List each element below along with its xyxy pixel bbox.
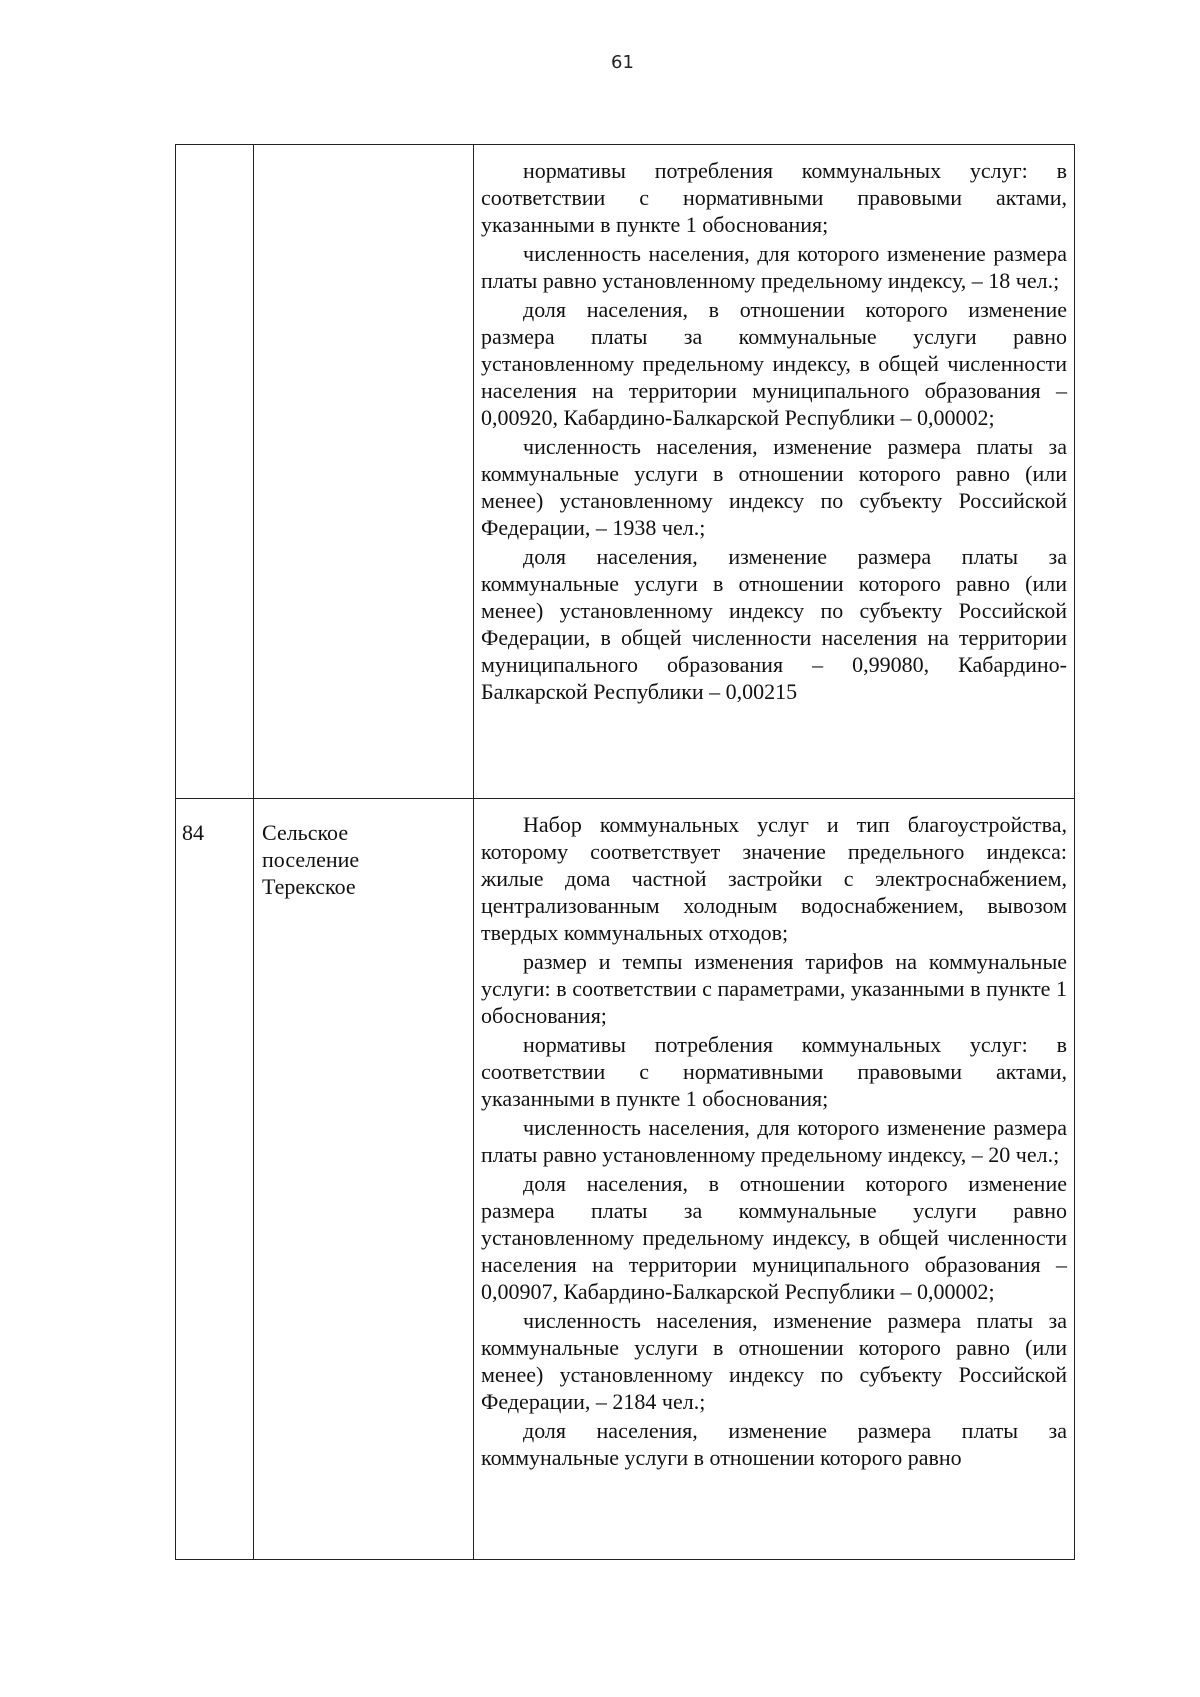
paragraph: доля населения, изменение размера платы за коммунальные услуги в отношении которого равно (или менее) установленному индексу по субъекту Российской Федерации, в общей численности населения на территории муниципального образования – 0,99080, Кабардино-Балкарской Республики – 0,00215 [481, 544, 1067, 704]
row-number-cell: 84 [176, 799, 254, 1560]
municipality-name-line: поселение [262, 847, 360, 872]
paragraph: численность населения, изменение размера платы за коммунальные услуги в отношении которого равно (или менее) установленному индексу по субъекту Российской Федерации, – 2184 чел.; [481, 1308, 1067, 1414]
paragraph: численность населения, для которого изменение размера платы равно установленному предельному индексу, – 18 чел.; [481, 241, 1067, 293]
paragraph: размер и темпы изменения тарифов на коммунальные услуги: в соответствии с параметрами, указанными в пункте 1 обоснования; [481, 949, 1067, 1028]
row-number-cell [176, 145, 254, 799]
municipality-name-line: Терекское [262, 874, 356, 899]
paragraph: нормативы потребления коммунальных услуг: в соответствии с нормативными правовыми актами, указанными в пункте 1 обоснования; [481, 1032, 1067, 1111]
paragraph: доля населения, в отношении которого изменение размера платы за коммунальные услуги равно установленному предельному индексу, в общей численности населения на территории муниципального образования – 0,00920, Кабардино-Балкарской Республики – 0,00002; [481, 297, 1067, 430]
paragraph: доля населения, изменение размера платы за коммунальные услуги в отношении которого равно [481, 1418, 1067, 1470]
page-number: 61 [611, 52, 634, 73]
municipality-name-cell [254, 799, 474, 1560]
description-cell [474, 145, 1075, 799]
paragraph: Набор коммунальных услуг и тип благоустройства, которому соответствует значение предельного индекса: жилые дома частной застройки с электроснабжением, централизованным холодным водоснабжением, вывозом твердых коммунальных отходов; [481, 812, 1067, 945]
paragraph: доля населения, в отношении которого изменение размера платы за коммунальные услуги равно установленному предельному индексу, в общей численности населения на территории муниципального образования – 0,00907, Кабардино-Балкарской Республики – 0,00002; [481, 1171, 1067, 1304]
municipality-name-line: Сельское [262, 820, 349, 845]
table-row [176, 145, 1075, 799]
table-row [176, 799, 1075, 1560]
paragraph: численность населения, для которого изменение размера платы равно установленному предельному индексу, – 20 чел.; [481, 1115, 1067, 1167]
municipality-name-cell [254, 145, 474, 799]
paragraph: численность населения, изменение размера платы за коммунальные услуги в отношении которого равно (или менее) установленному индексу по субъекту Российской Федерации, – 1938 чел.; [481, 434, 1067, 540]
description-cell [474, 799, 1075, 1560]
paragraph: нормативы потребления коммунальных услуг: в соответствии с нормативными правовыми актами, указанными в пункте 1 обоснования; [481, 158, 1067, 237]
document-table [175, 144, 1075, 1560]
